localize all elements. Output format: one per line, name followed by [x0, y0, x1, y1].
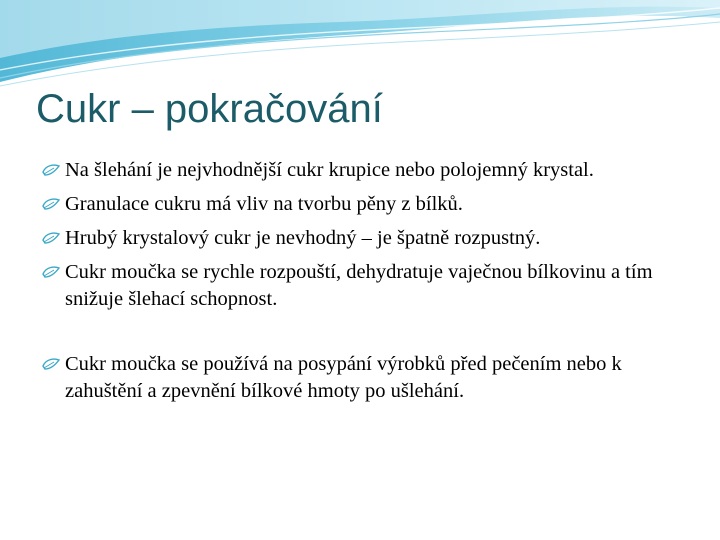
bullet-item — [40, 259, 700, 313]
leaf-bullet-icon — [42, 164, 60, 178]
bullet-list — [40, 157, 700, 412]
bullet-text: Cukr moučka se rychle rozpouští, dehydratuje vaječnou bílkovinu a tím snižuje šlehací schopnost. — [65, 261, 653, 310]
leaf-bullet-icon — [42, 358, 60, 372]
leaf-bullet-icon — [42, 198, 60, 212]
bullet-item — [40, 157, 700, 184]
bullet-text: Granulace cukru má vliv na tvorbu pěny z bílků. — [65, 193, 463, 215]
leaf-bullet-icon — [42, 266, 60, 280]
bullet-text: Hrubý krystalový cukr je nevhodný – je špatně rozpustný. — [65, 227, 541, 249]
bullet-text: Na šlehání je nejvhodnější cukr krupice nebo polojemný krystal. — [65, 159, 594, 181]
slide-title: Cukr – pokračování — [36, 87, 383, 131]
bullet-item — [40, 351, 700, 405]
leaf-bullet-icon — [42, 232, 60, 246]
bullet-text: Cukr moučka se používá na posypání výrobků před pečením nebo k zahuštění a zpevnění bílkové hmoty po ušlehání. — [65, 353, 622, 402]
bullet-item — [40, 191, 700, 218]
bullet-item — [40, 225, 700, 252]
header-wave-decoration — [0, 0, 720, 90]
